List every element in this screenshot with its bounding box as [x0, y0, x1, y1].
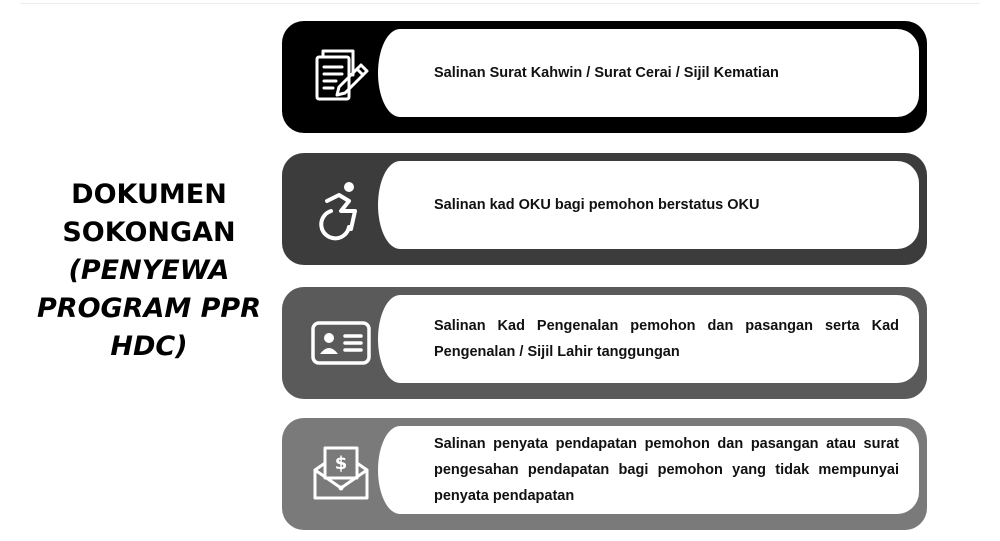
document-item-1-text: Salinan Surat Kahwin / Surat Cerai / Sijil Kematian [434, 65, 779, 81]
document-item-1 [282, 21, 927, 133]
title-line-1: DOKUMEN [71, 179, 227, 210]
document-item-4-card [400, 426, 919, 514]
document-item-2-card [400, 161, 919, 249]
document-item-4-text: Salinan penyata pendapatan pemohon dan pasangan atau surat pengesahan pendapatan bagi pemohon yang tidak mempunyai penyata pendapatan [434, 436, 899, 504]
svg-text:$: $ [334, 453, 348, 474]
document-item-2-text: Salinan kad OKU bagi pemohon berstatus OKU [434, 197, 760, 213]
document-item-4 [282, 418, 927, 530]
document-item-3-text: Salinan Kad Pengenalan pemohon dan pasangan serta Kad Pengenalan / Sijil Lahir tanggungan [434, 318, 899, 360]
document-item-2 [282, 153, 927, 265]
document-item-3-card [400, 295, 919, 383]
document-item-1-card [400, 29, 919, 117]
diagram-title [20, 176, 278, 366]
top-divider [20, 3, 980, 4]
title-line-4: PROGRAM PPR [36, 293, 261, 324]
title-line-3: (PENYEWA [68, 255, 230, 286]
title-line-2: SOKONGAN [62, 217, 236, 248]
title-line-5: HDC) [110, 331, 188, 362]
document-item-3 [282, 287, 927, 399]
